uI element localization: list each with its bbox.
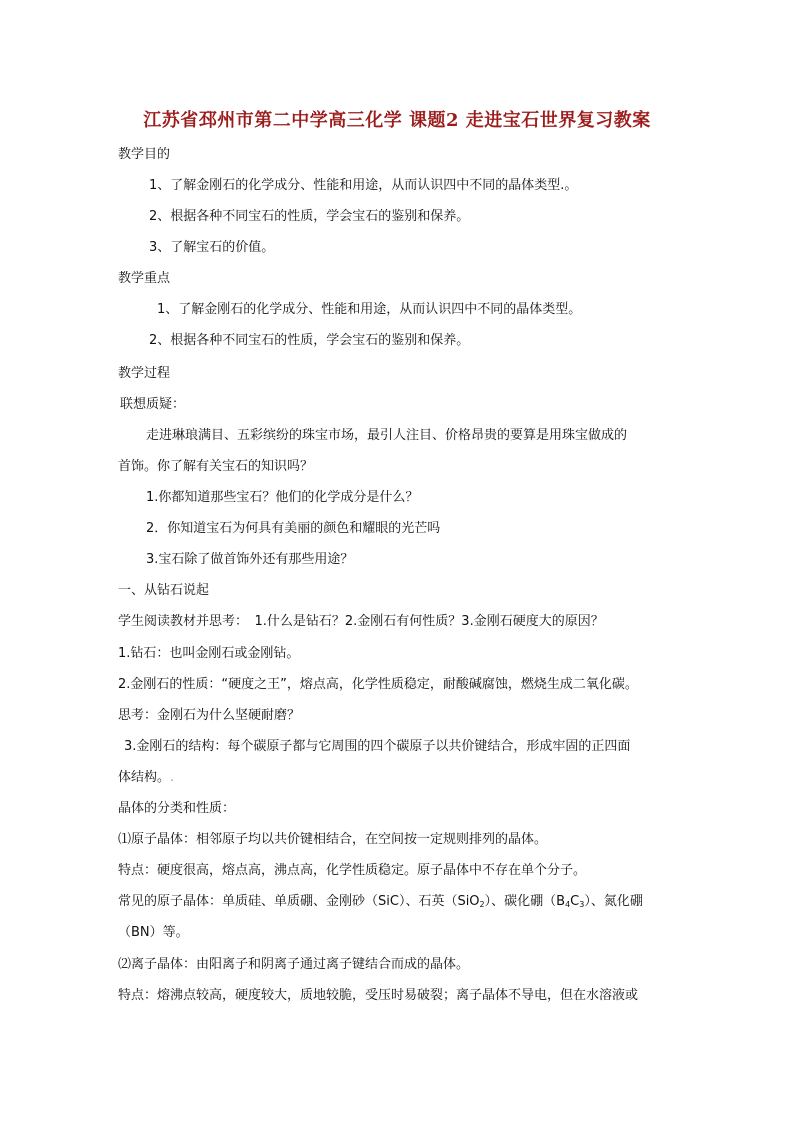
process-heading: 教学过程: [118, 366, 171, 381]
key-item-1: 1、了解金刚石的化学成分、性能和用途，从而认识四中不同的晶体类型。: [157, 302, 582, 317]
structure-text: 体结构。: [118, 770, 171, 785]
common-atomic-crystals: [118, 893, 643, 914]
key-item-2: 2、根据各种不同宝石的性质，学会宝石的鉴别和保养。: [149, 333, 470, 348]
goals-heading: 教学目的: [118, 147, 171, 162]
atomic-crystal-definition: ⑴原子晶体：相邻原子均以共价键相结合，在空间按一定规则排列的晶体。: [118, 832, 548, 847]
subscript-3: 3: [579, 900, 585, 909]
question-3: 3.宝石除了做首饰外还有那些用途？: [146, 552, 354, 567]
document-title: 江苏省邳州市第二中学高三化学 课题2 走进宝石世界复习教案: [143, 110, 651, 131]
student-task: 学生阅读教材并思考： 1.什么是钻石？2.金刚石有何性质？3.金刚石硬度大的原因？: [118, 614, 604, 629]
section-1-heading: 一、从钻石说起: [118, 583, 210, 598]
crystal-heading: 晶体的分类和性质：: [118, 801, 236, 816]
key-heading: 教学重点: [118, 271, 171, 286]
question-2: 2．你知道宝石为何具有美丽的颜色和耀眼的光芒吗: [146, 521, 441, 536]
goal-item-2: 2、根据各种不同宝石的性质，学会宝石的鉴别和保养。: [149, 209, 470, 224]
common-atomic-line-2: （BN）等。: [118, 925, 189, 940]
structure-line-1: 3.金刚石的结构：每个碳原子都与它周围的四个碳原子以共价键结合，形成牢固的正四面: [124, 739, 631, 754]
structure-dot: .: [170, 770, 175, 785]
intro-line-2: 首饰。你了解有关宝石的知识吗？: [118, 459, 314, 474]
structure-line-2: [118, 769, 174, 787]
common-atomic-text-b: ）、碳化硼（B: [484, 894, 566, 909]
question-1: 1.你都知道那些宝石？他们的化学成分是什么？: [146, 490, 419, 505]
goal-item-3: 3、了解宝石的价值。: [149, 240, 275, 255]
subscript-4: 4: [565, 900, 571, 909]
ionic-crystal-definition: ⑵离子晶体：由阳离子和阴离子通过离子键结合而成的晶体。: [118, 957, 470, 972]
goal-item-1: 1、了解金刚石的化学成分、性能和用途，从而认识四中不同的晶体类型.。: [149, 178, 578, 193]
ionic-crystal-features: 特点：熔沸点较高，硬度较大，质地较脆，受压时易破裂；离子晶体不导电，但在水溶液或: [118, 988, 639, 1003]
common-atomic-text-d: ）、氮化硼: [584, 894, 643, 909]
common-atomic-text-a: 常见的原子晶体：单质硅、单质硼、金刚砂（SiC）、石英（SiO: [118, 894, 480, 909]
intro-line-1: 走进琳琅满目、五彩缤纷的珠宝市场，最引人注目、价格昂贵的要算是用珠宝做成的: [146, 428, 628, 443]
common-atomic-text-c: C: [570, 894, 580, 909]
diamond-properties: 2.金刚石的性质：“硬度之王”，熔点高，化学性质稳定，耐酸碱腐蚀，燃烧生成二氧化碳。: [118, 677, 638, 692]
think-question: 思考：金刚石为什么坚硬耐磨？: [118, 708, 301, 723]
diamond-definition: 1.钻石：也叫金刚石或金刚钻。: [118, 646, 300, 661]
atomic-crystal-features: 特点：硬度很高，熔点高，沸点高，化学性质稳定。原子晶体中不存在单个分子。: [118, 863, 587, 878]
association-heading: 联想质疑：: [120, 397, 186, 412]
subscript-2: 2: [479, 900, 485, 909]
